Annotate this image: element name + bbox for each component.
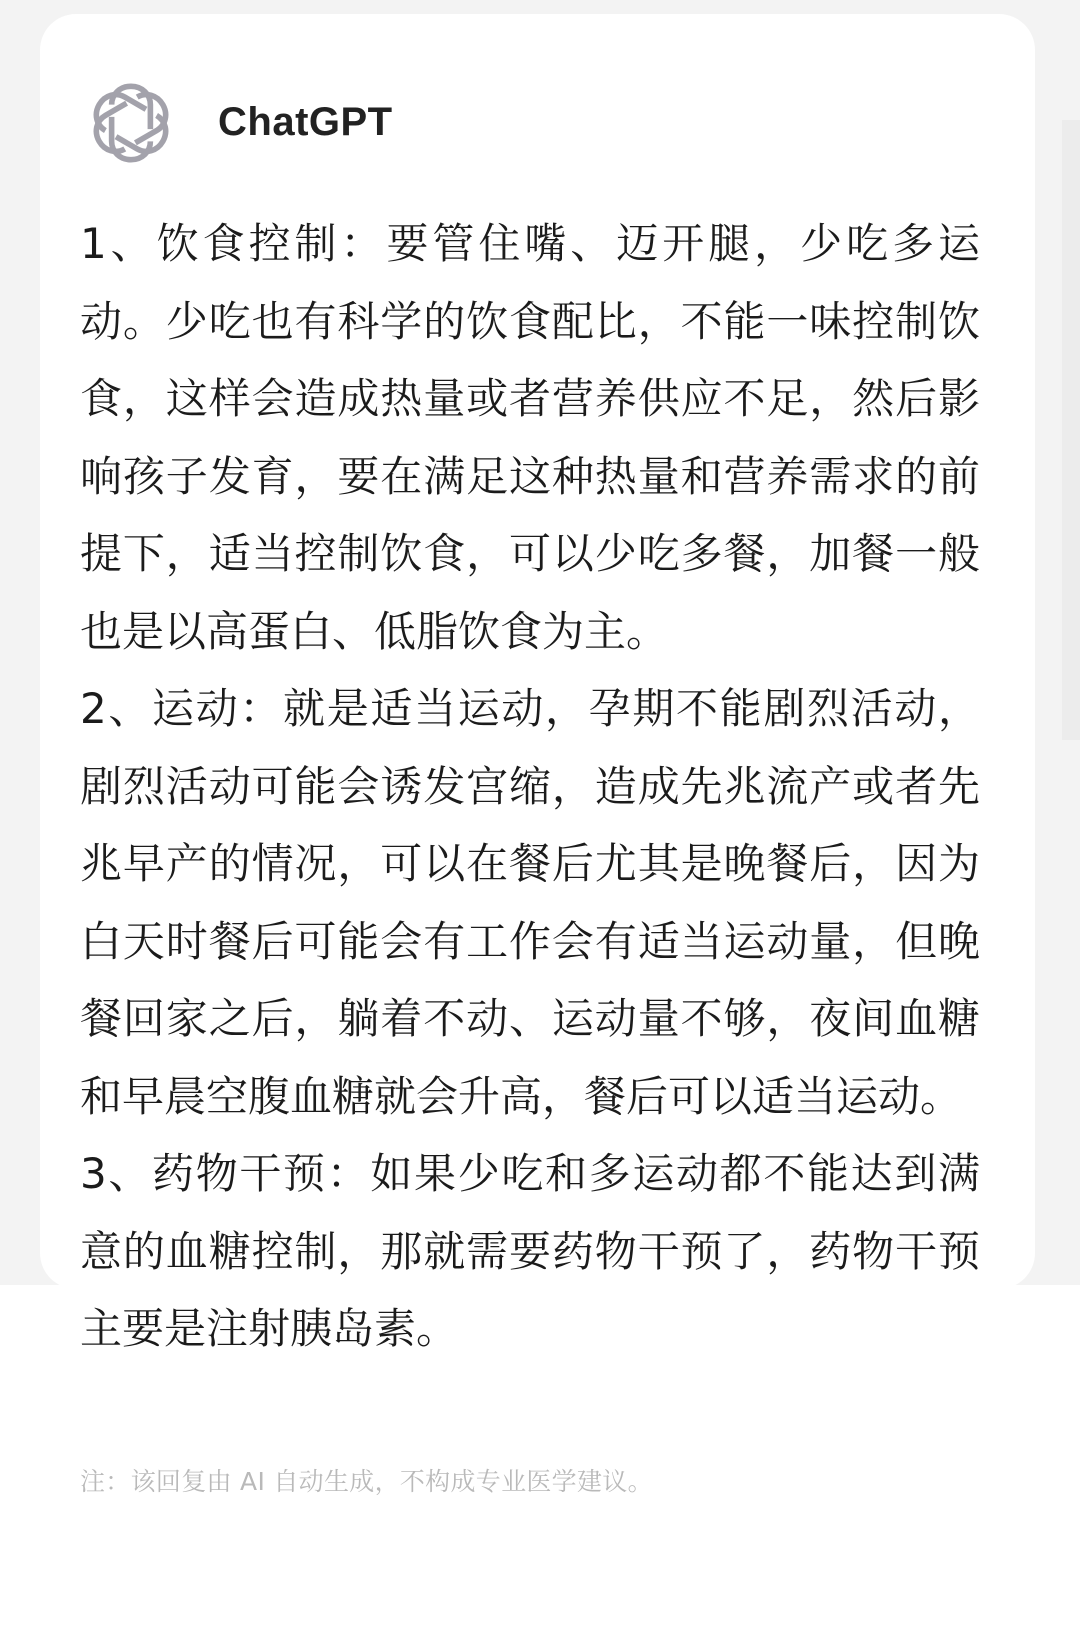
paragraph-exercise: 2、运动：就是适当运动，孕期不能剧烈活动，剧烈活动可能会诱发宫缩，造成先兆流产或者先兆早产的情况，可以在餐后尤其是晚餐后，因为白天时餐后可能会有工作会有适当运动量，但晚餐回家之后，躺着不动、运动量不够，夜间血糖和早晨空腹血糖就会升高，餐后可以适当运动。 [80, 684, 980, 1121]
app-title: ChatGPT [218, 100, 393, 144]
ai-disclaimer: 注：该回复由 AI 自动生成，不构成专业医学建议。 [80, 1467, 653, 1496]
paragraph-medication: 3、药物干预：如果少吃和多运动都不能达到满意的血糖控制，那就需要药物干预了，药物干预主要是注射胰岛素。 [80, 1149, 980, 1353]
openai-logo-icon [80, 72, 182, 174]
message-body [80, 205, 980, 1368]
paragraph-diet-control: 1、饮食控制：要管住嘴、迈开腿，少吃多运动。少吃也有科学的饮食配比，不能一味控制饮食，这样会造成热量或者营养供应不足，然后影响孩子发育，要在满足这种热量和营养需求的前提下，适当控制饮食，可以少吃多餐，加餐一般也是以高蛋白、低脂饮食为主。 [80, 219, 980, 656]
edge-strip [1062, 120, 1080, 740]
message-header [80, 70, 393, 175]
